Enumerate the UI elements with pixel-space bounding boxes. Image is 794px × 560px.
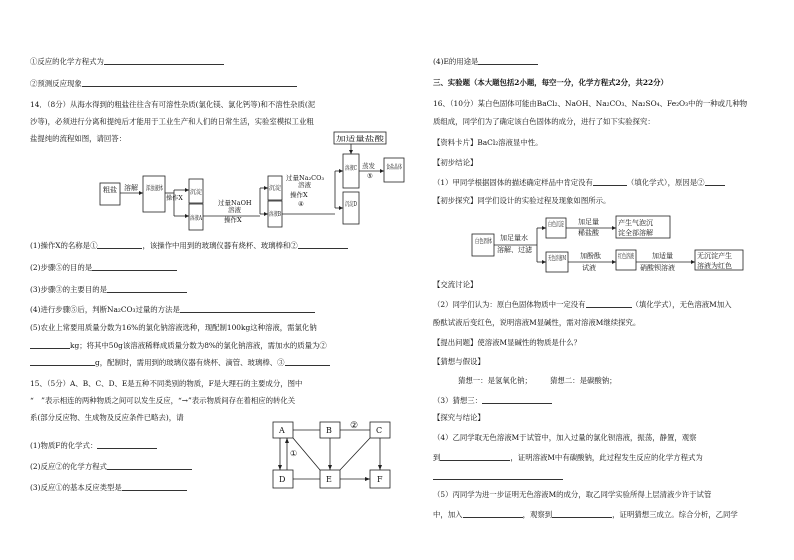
label-dilute-hcl: 稀盐酸 xyxy=(578,229,599,237)
node-C-label: C xyxy=(376,426,383,435)
text: kg；将其中50g该溶液稀释成质量分数为8%的氯化钠溶液，需加水的质量为② xyxy=(70,341,327,350)
answer-blank[interactable] xyxy=(463,509,523,518)
q14-part5-a: (5)农业上常要用质量分数为16%的氯化钠溶液选种，现配制100kg这种溶液，需氯化钠 xyxy=(30,323,317,332)
q16-part3 xyxy=(433,395,552,406)
text: （1）甲同学根据固体的描述确定样品中肯定没有 xyxy=(433,178,593,187)
q16-part4-c xyxy=(433,471,563,482)
text: ，该操作中用到的玻璃仪器有烧杯、玻璃棒和② xyxy=(142,241,298,250)
q15-stem-3: 系(部分反应物、生成物及反应条件已略去)，请 xyxy=(30,413,184,422)
answer-blank[interactable] xyxy=(440,452,510,461)
text: ，证明溶液M中有碳酸钠，此过程发生反应的化学方程式为 xyxy=(510,453,703,462)
q16-part2-cont: 酚酞试液后变红色，说明溶液M显碱性，需对溶液M继续探究。 xyxy=(433,318,641,327)
label-naoh-sol: 溶液 xyxy=(228,206,241,214)
q16-stem-2: 质组成，同学们为了确定该白色固体的成分，进行了如下实验探究： xyxy=(433,117,655,126)
label-opx1: 操作X xyxy=(166,195,183,202)
text: (2)反应②的化学方程式 xyxy=(30,462,107,471)
node-A-label: A xyxy=(279,426,285,435)
answer-blank[interactable] xyxy=(433,471,563,480)
q14-stem-2: 沙等)，必须进行分离和提纯后才能用于工业生产和人们的日常生活，实验室模拟工业粗 xyxy=(30,117,314,126)
label-dissolve: 溶解 xyxy=(124,184,138,192)
question-heading: 【提出问题】使溶液M显碱性的物质是什么？ xyxy=(433,338,581,347)
q15-stem-2: “ ”表示相连的两种物质之间可以发生反应，“→”表示物质间存在着相应的转化关 xyxy=(30,396,296,405)
discuss-heading: 【交流讨论】 xyxy=(433,280,478,289)
label-precipD: 沉淀D xyxy=(345,201,363,208)
label-gas-result-2: 淀全部溶解 xyxy=(618,229,653,237)
right-column xyxy=(400,0,794,560)
label-red-sol: 红色溶液 xyxy=(618,252,644,260)
answer-blank[interactable] xyxy=(586,299,632,308)
label-step4: ④ xyxy=(298,200,304,208)
text: (4)E的用途是 xyxy=(433,57,479,66)
text: 中，加入 xyxy=(433,510,463,519)
section-3-title: 三、实验题（本大题包括2小题，每空一分，化学方程式2分，共22分） xyxy=(433,78,668,87)
label-add-moderate: 加适量 xyxy=(652,252,673,260)
label-final-1: 无沉淀产生 xyxy=(697,252,732,260)
guess-2: 猜想二：是碳酸钠； xyxy=(550,376,617,385)
label-solA: 溶液A xyxy=(190,215,207,222)
label-white-solid: 白色固体 xyxy=(475,237,501,245)
label-dissolve-filter: 溶解、过滤 xyxy=(497,246,532,254)
answer-blank[interactable] xyxy=(552,509,612,518)
text: (2)步骤⑤的目的是 xyxy=(30,263,93,272)
label-white-ppt: 白色沉淀 xyxy=(548,220,574,228)
label-naoh: 过量NaOH xyxy=(218,199,252,207)
label-opx2: 操作X xyxy=(224,216,242,224)
answer-blank[interactable] xyxy=(482,395,552,404)
text: （填化学式），原因是② xyxy=(626,178,705,187)
label-circle-2: ② xyxy=(350,421,359,431)
label-gas-result-1: 产生气泡沉 xyxy=(618,219,653,227)
label-na2co3-sol: 溶液 xyxy=(298,181,311,189)
label-turbid: 浑浊液体 xyxy=(146,184,172,192)
prelim-heading: 【初步结论】 xyxy=(433,158,478,167)
text: (3)反应①的基本反应类型是 xyxy=(30,483,122,492)
label-solC: 溶液C xyxy=(345,165,363,172)
text: ①反应的化学方程式为 xyxy=(30,57,104,66)
q16-part5-b xyxy=(433,509,738,520)
text: （3）猜想三： xyxy=(433,396,483,405)
q14-stem-3: 盐提纯的流程如图，请回答： xyxy=(30,134,127,143)
label-crude-salt: 粗盐 xyxy=(103,186,117,194)
text: （填化学式），无色溶液M加入 xyxy=(631,300,732,309)
q16-stem-1: 16、（10分）某白色固体可能由BaCl₂、NaOH、Na₂CO₃、Na₂SO₄、Fe₂O₃中的一种或几种物 xyxy=(433,99,748,108)
text: ，观察到 xyxy=(522,510,553,519)
text: (1)物质F的化学式： xyxy=(30,441,98,450)
label-hcl: 加适量盐酸 xyxy=(336,135,370,143)
label-solB: 溶液B xyxy=(269,211,286,218)
node-B-label: B xyxy=(326,426,332,435)
node-F-label: F xyxy=(377,475,383,484)
label-na2co3: 过量Na₂CO₃ xyxy=(286,174,325,182)
hypothesis-heading: 【猜想与假设】 xyxy=(433,357,485,366)
text: （2）同学们认为：原白色固体物质中一定没有 xyxy=(433,300,586,309)
text: 到 xyxy=(433,453,441,462)
q16-part5-a: （5）丙同学为进一步证明无色溶液M的成分，取乙同学实验所得上层清液少许于试管 xyxy=(433,490,712,499)
label-bano3: 硝酸钡溶液 xyxy=(640,264,675,272)
explore-heading: 【初步探究】同学们设计的实验过程及现象如图所示。 xyxy=(433,196,611,205)
q16-part2 xyxy=(433,299,731,310)
q15-stem-1: 15、（5分）A、B、C、D、E是五种不同类别的物质，F是大理石的主要成分，图中 xyxy=(30,379,303,388)
node-E-label: E xyxy=(326,475,332,484)
node-D-label: D xyxy=(279,475,286,484)
label-add-acid: 加足量 xyxy=(578,218,599,226)
label-reagent: 试液 xyxy=(582,264,596,272)
label-precip2: 沉淀 xyxy=(269,185,282,192)
text: ，证明猜想三成立。综合分析，乙同学 xyxy=(612,510,738,519)
label-add-water: 加足量水 xyxy=(500,234,528,242)
info-card: 【资料卡片】BaCl₂溶液显中性。 xyxy=(433,138,543,147)
text: ②预测反应现象 xyxy=(30,79,82,88)
label-opx3: 操作X xyxy=(290,191,308,199)
text: (1)操作X的名称是① xyxy=(30,241,98,250)
label-colorless-sol: 无色溶液M xyxy=(548,254,581,262)
label-evap: 蒸发 xyxy=(362,162,375,170)
text: (4)进行步骤⑤后，判断Na₂CO₃过量的方法是 xyxy=(30,305,180,314)
label-step5: ⑤ xyxy=(367,172,373,180)
text: (3)步骤③的主要目的是 xyxy=(30,285,107,294)
guess-1: 猜想一：是氢氧化钠； xyxy=(458,376,532,385)
label-add-phenol: 加酚酞 xyxy=(580,252,601,260)
q16-part4-a: （4）乙同学取无色溶液M于试管中，加入过量的氯化钡溶液，振荡，静置，观察 xyxy=(433,433,697,442)
label-circle-1: ① xyxy=(290,449,298,458)
label-precip1: 沉淀 xyxy=(190,189,203,196)
label-final-2: 溶液为红色 xyxy=(697,262,732,270)
text: g，配制时，需用到的玻璃仪器有烧杯、滴管、玻璃棒、③ xyxy=(95,358,285,367)
label-salt-crystal: 食盐晶体 xyxy=(386,164,411,171)
q14-stem-1: 14．（8分）从海水得到的粗盐往往含有可溶性杂质(氯化镁、氯化钙等)和不溶性杂质(泥 xyxy=(30,100,316,109)
conclusion-heading: 【探究与结论】 xyxy=(433,413,485,422)
q16-part4-b xyxy=(433,452,703,463)
